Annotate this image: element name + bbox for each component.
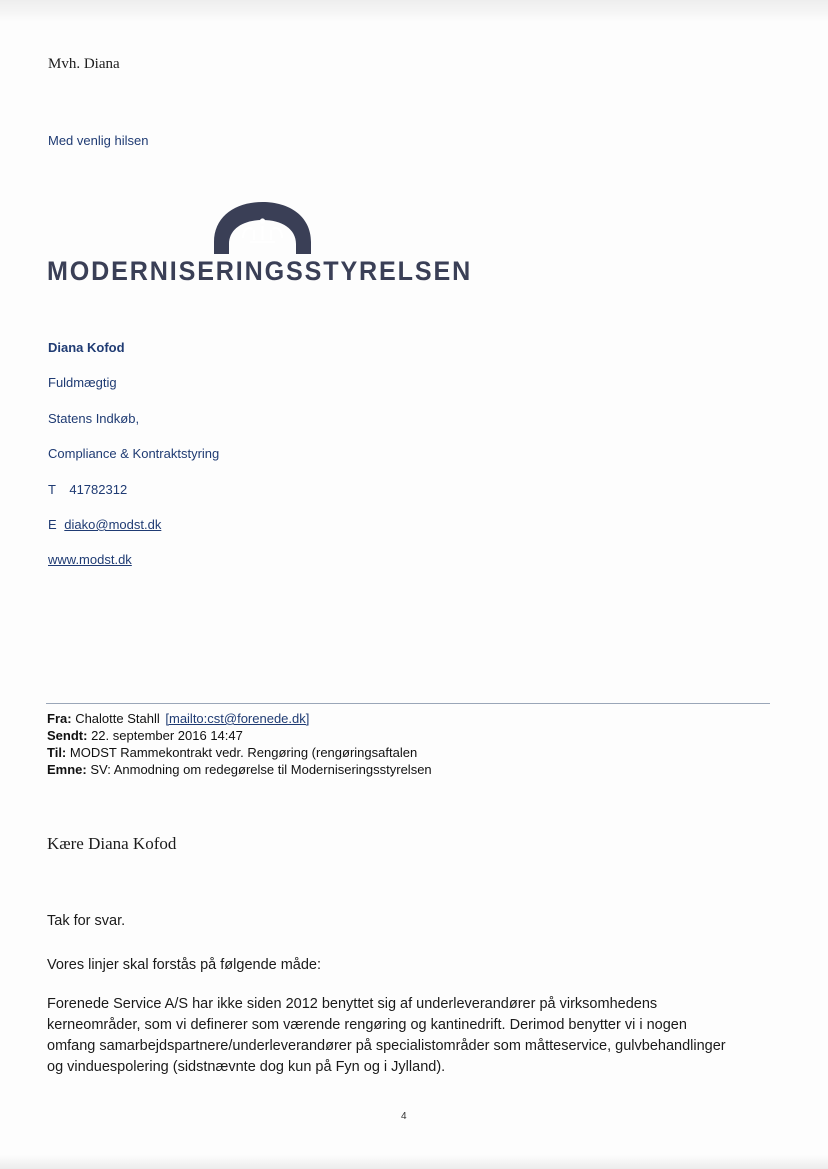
signature-department: Statens Indkøb, <box>48 411 140 426</box>
sent-label: Sendt: <box>47 728 88 743</box>
email-to-line <box>47 744 417 761</box>
reply-paragraph <box>47 994 726 1078</box>
to-label: Til: <box>47 745 67 760</box>
page-number: 4 <box>401 1111 407 1122</box>
email-subject-line <box>47 761 432 778</box>
crown-logo-icon <box>210 196 315 256</box>
scan-shadow-top <box>0 0 828 22</box>
reply-salutation: Kære Diana Kofod <box>47 834 177 853</box>
logo-wordmark: MODERNISERINGSSTYRELSEN <box>47 256 473 286</box>
to-value: MODST Rammekontrakt vedr. Rengøring (rengøringsaftalen <box>69 745 418 760</box>
reply-thanks: Tak for svar. <box>47 913 126 929</box>
sent-value: 22. september 2016 14:47 <box>91 728 243 743</box>
email-from-line <box>47 710 309 727</box>
paragraph-line: og vinduespolering (sidstnævnte dog kun på Fyn og i Jylland). <box>47 1059 446 1075</box>
paragraph-line: kerneområder, som vi definerer som værende rengøring og kantinedrift. Derimod benytter vi i nogen <box>47 1017 687 1033</box>
email-prefix: E <box>48 517 57 532</box>
paragraph-line: Forenede Service A/S har ikke siden 2012 benyttet sig af underleverandører på virksomhedens <box>47 996 658 1012</box>
subject-value: SV: Anmodning om redegørelse til Moderniseringsstyrelsen <box>90 762 432 777</box>
email-link[interactable]: diako@modst.dk <box>64 517 162 532</box>
signature-phone-line <box>48 482 127 497</box>
from-value: Chalotte Stahll <box>75 711 160 726</box>
signature-email-line <box>48 517 161 532</box>
subject-label: Emne: <box>47 762 87 777</box>
phone-prefix: T <box>48 482 56 497</box>
reply-intro: Vores linjer skal forstås på følgende måde: <box>47 957 322 973</box>
signature-website-line <box>48 552 132 567</box>
signature-unit: Compliance & Kontraktstyring <box>48 446 220 461</box>
scan-shadow-bottom <box>0 1155 828 1169</box>
email-separator <box>46 703 770 704</box>
from-label: Fra: <box>47 711 72 726</box>
closing-mvh: Mvh. Diana <box>48 56 120 72</box>
email-sent-line <box>47 727 243 744</box>
phone-number: 41782312 <box>69 482 128 497</box>
closing-greeting: Med venlig hilsen <box>48 133 149 148</box>
website-link[interactable]: www.modst.dk <box>48 552 132 567</box>
paragraph-line: omfang samarbejdspartnere/underleverandører på specialistområder som måtteservice, gulvbehandlinger <box>47 1038 726 1054</box>
from-mailto-link[interactable]: [mailto:cst@forenede.dk] <box>165 711 310 726</box>
signature-name: Diana Kofod <box>48 340 125 355</box>
signature-title: Fuldmægtig <box>48 375 117 390</box>
